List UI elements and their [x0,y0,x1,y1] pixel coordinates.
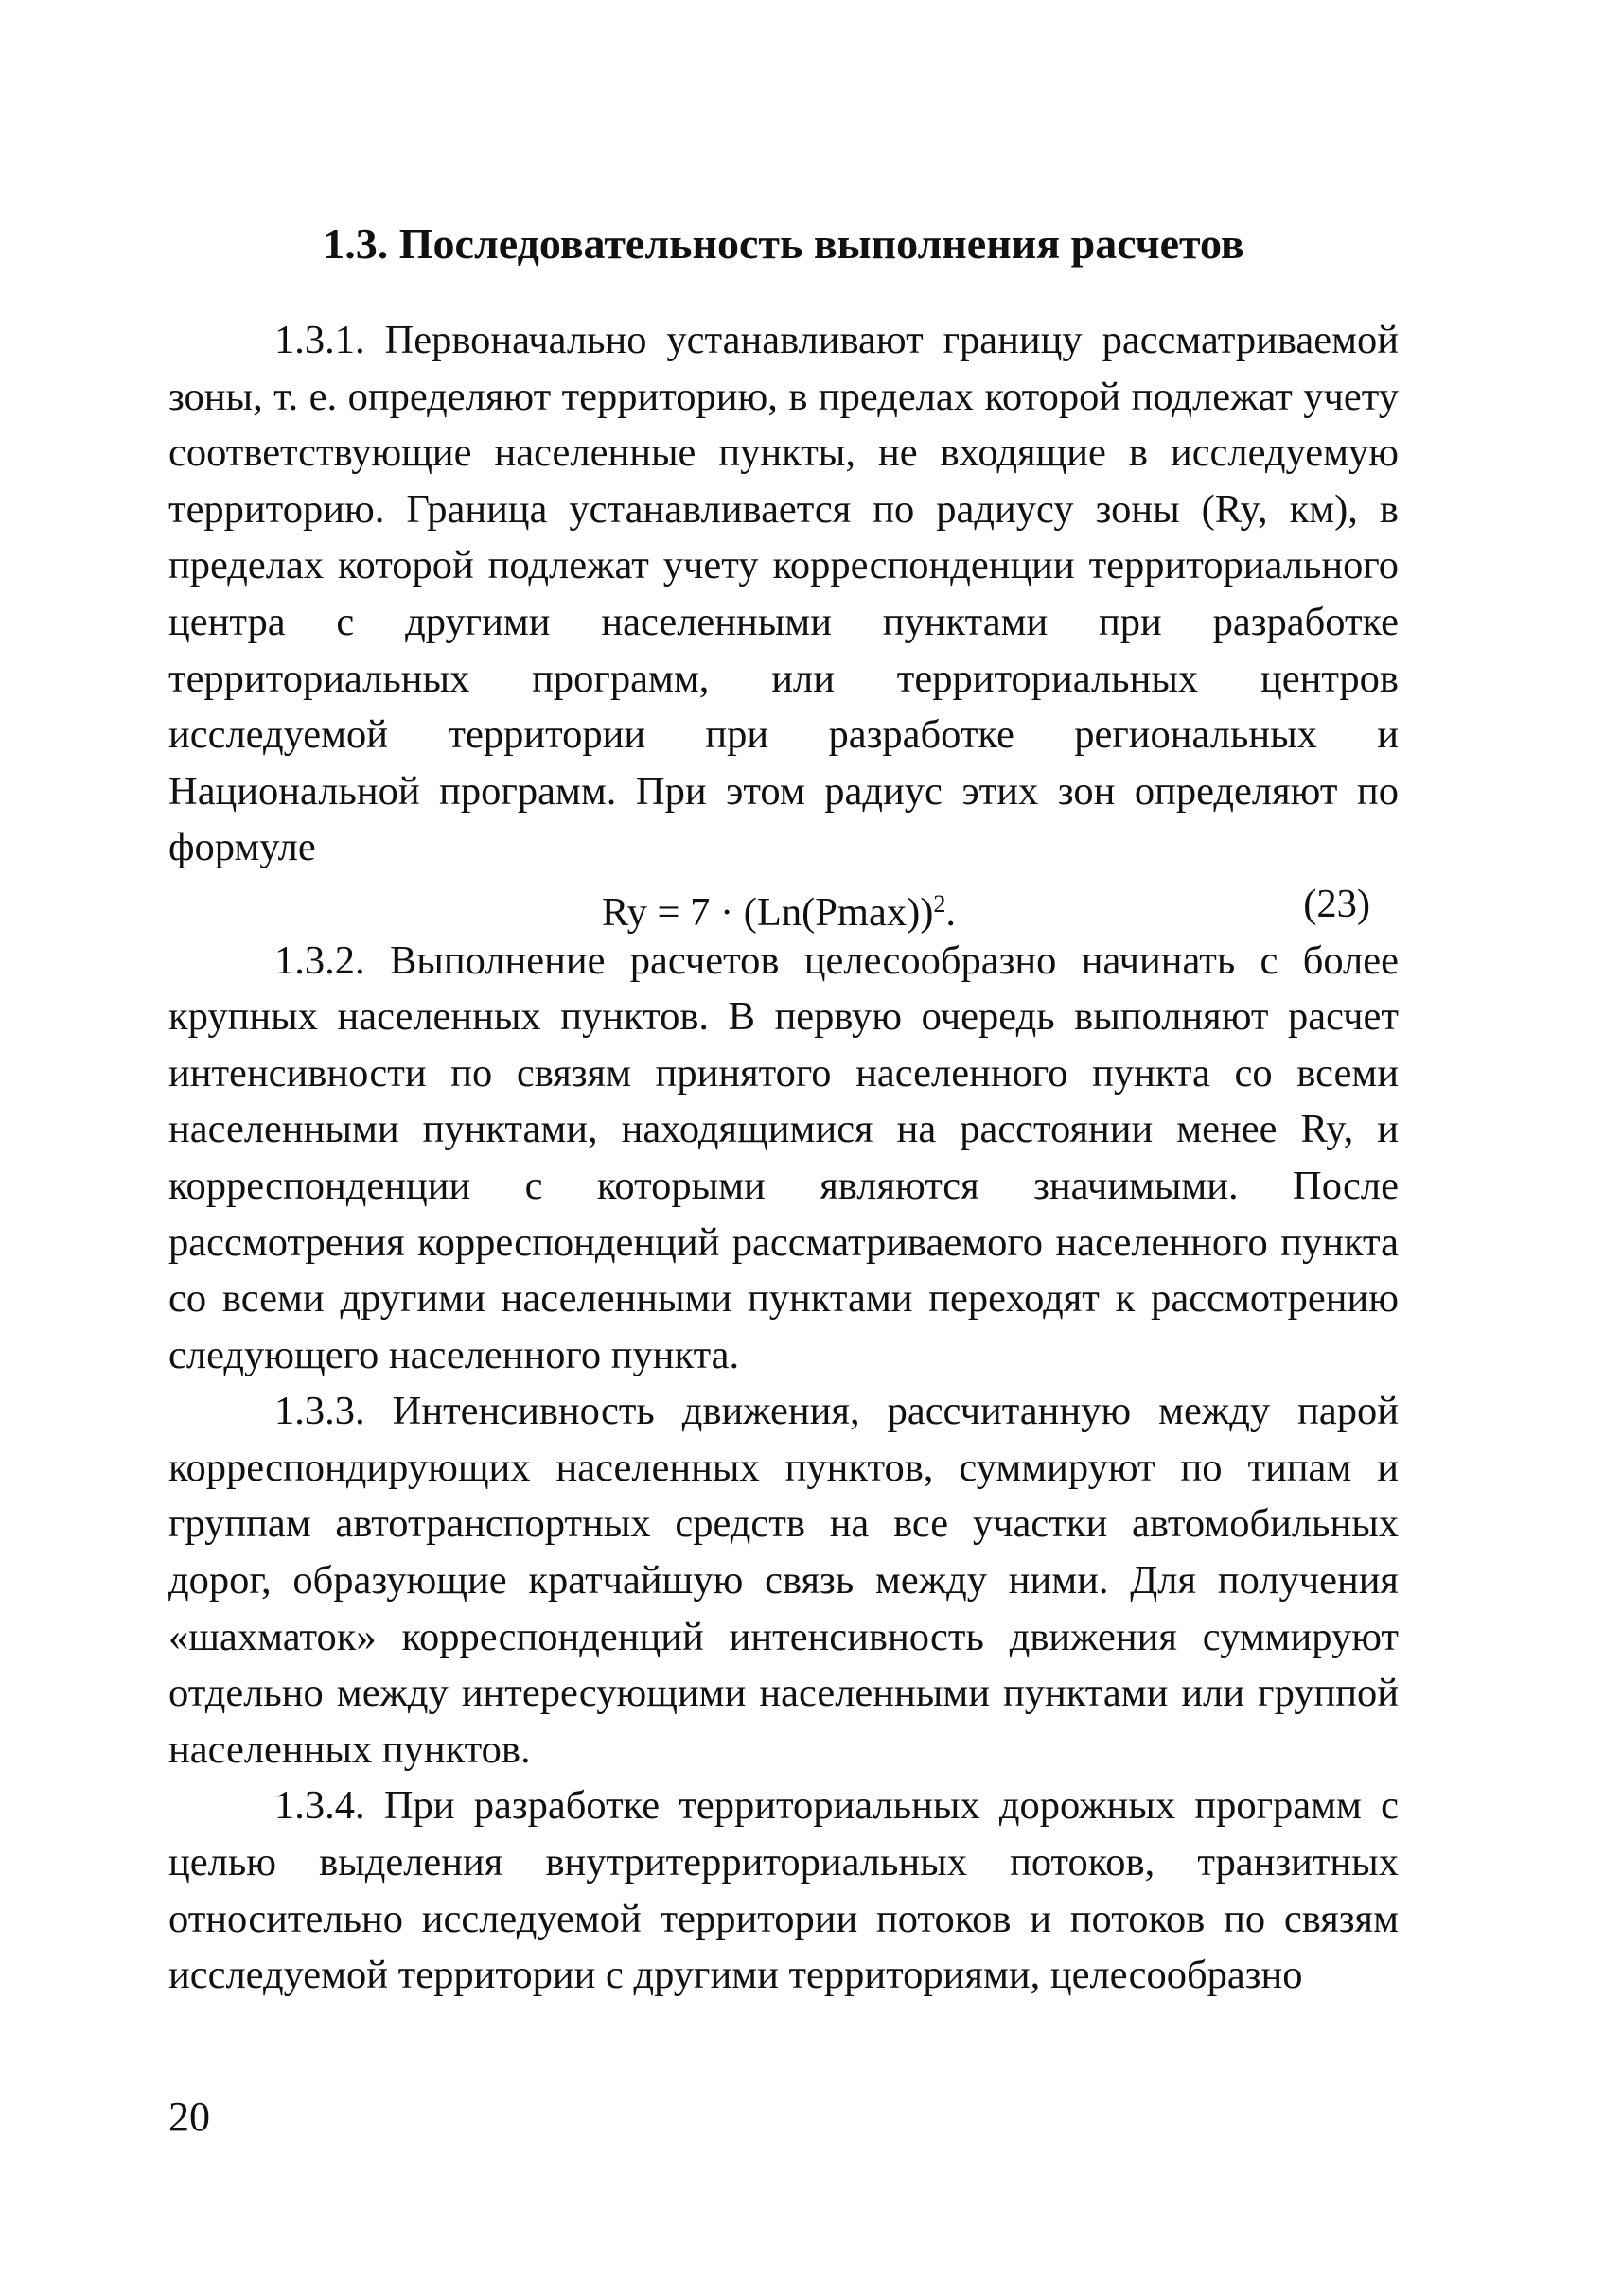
formula-exponent: 2 [933,889,946,918]
section-heading: 1.3. Последовательность выполнения расчетов [323,219,1244,268]
paragraph-1-3-2: 1.3.2. Выполнение расчетов целесообразно начинать с более крупных населенных пунктов. В первую очередь выполняют расчет интенсивности по связям принятого населенного пункта со всеми населенными пунктами, находящимися на расстоянии менее Ry, и корреспонденции с которыми являются значимыми. После рассмотрения корреспонденций рассматриваемого населенного пункта со всеми другими населенными пунктами переходят к рассмотрению следующего населенного пункта. [168,938,1399,1377]
paragraph-1-3-3: 1.3.3. Интенсивность движения, рассчитанную между парой корреспондирующих населенных пунктов, суммируют по типам и группам автотранспортных средств на все участки автомобильных дорог, образующие кратчайшую связь между ними. Для получения «шахматок» корреспонденций интенсивность движения суммируют отдельно между интересующими населенными пунктами или группой населенных пунктов. [168,1389,1399,1772]
body-text [168,312,1399,2004]
formula-main: Ry = 7 · (Ln(Pmax)) [602,889,934,935]
paragraph-1-3-4: 1.3.4. При разработке территориальных дорожных программ с целью выделения внутритерриториальных потоков, транзитных относительно исследуемой территории потоков и потоков по связям исследуемой территории с другими территориями, целесообразно [168,1783,1399,1998]
paragraph-1-3-1: 1.3.1. Первоначально устанавливают границу рассматриваемой зоны, т. е. определяют территорию, в пределах которой подлежат учету соответствующие населенные пункты, не входящие в исследуемую территорию. Граница устанавливается по радиусу зоны (Ry, км), в пределах которой подлежат учету корреспонденции территориального центра с другими населенными пунктами при разработке территориальных программ, или территориальных центров исследуемой территории при разработке региональных и Национальной программ. При этом радиус этих зон определяют по формуле [168,318,1399,870]
page-number: 20 [168,2094,210,2140]
formula-tail: . [945,889,957,935]
formula-23 [168,876,1399,933]
equation-number: (23) [1303,881,1370,926]
formula-expression [602,876,956,941]
document-page [168,0,1399,2296]
